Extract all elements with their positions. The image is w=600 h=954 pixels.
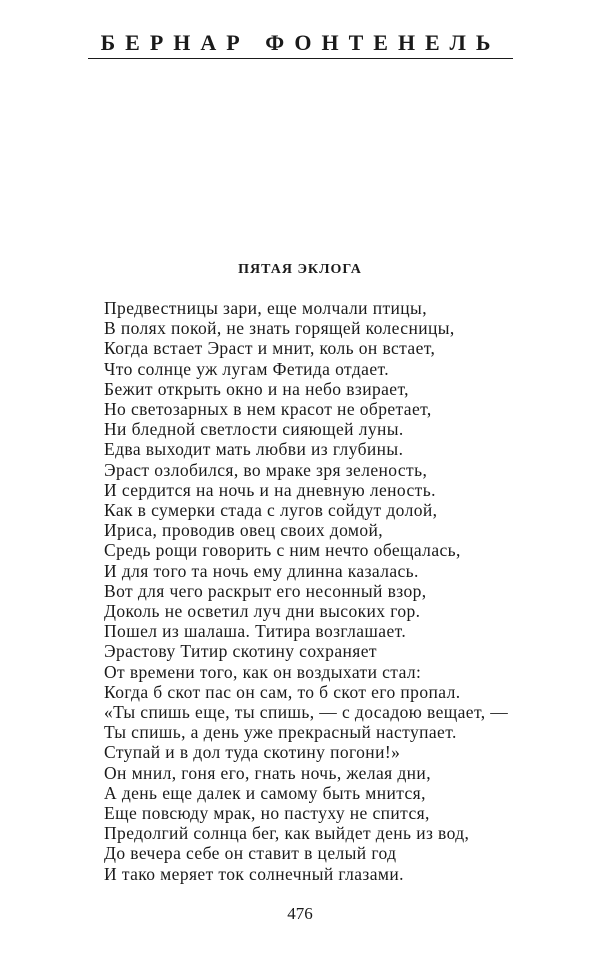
poem-line: Предолгий солнца бег, как выйдет день из вод,: [104, 823, 470, 844]
poem-line: Эрастову Титир скотину сохраняет: [104, 641, 377, 662]
poem-line: А день еще далек и самому быть мнится,: [104, 782, 426, 803]
poem-line: Эраст озлобился, во мраке зря зеленость,: [104, 459, 428, 480]
poem-line: Ступай и в дол туда скотину погони!»: [104, 742, 401, 763]
running-head-author: БЕРНАР ФОНТЕНЕЛЬ: [100, 30, 501, 55]
poem-body: [104, 298, 524, 884]
poem-line: И для того та ночь ему длинна казалась.: [104, 560, 419, 581]
poem-line: Доколь не осветил луч дни высоких гор.: [104, 601, 421, 622]
poem-line: Но светозарных в нем красот не обретает,: [104, 399, 432, 420]
poem-line: Ты спишь, а день уже прекрасный наступает.: [104, 722, 457, 743]
poem-line: Как в сумерки стада с лугов сойдут долой,: [104, 500, 438, 521]
poem-line: Ириса, проводив овец своих домой,: [104, 520, 384, 541]
poem-line: До вечера себе он ставит в целый год: [104, 843, 397, 864]
poem-line: Средь рощи говорить с ним нечто обещалась,: [104, 540, 461, 561]
poem-line: Вот для чего раскрыт его несонный взор,: [104, 580, 427, 601]
poem-title: ПЯТАЯ ЭКЛОГА: [238, 262, 362, 277]
poem-line: Что солнце уж лугам Фетида отдает.: [104, 358, 390, 379]
poem-line: Едва выходит мать любви из глубины.: [104, 439, 404, 460]
page-number: 476: [287, 904, 313, 923]
poem-line: От времени того, как он воздыхати стал:: [104, 661, 422, 682]
poem-line: В полях покой, не знать горящей колесницы,: [104, 318, 455, 339]
poem-line: И сердится на ночь и на дневную леность.: [104, 479, 436, 500]
poem-line: «Ты спишь еще, ты спишь, — с досадою вещает, —: [104, 702, 509, 723]
poem-line: Когда б скот пас он сам, то б скот его пропал.: [104, 681, 461, 702]
poem-line: Он мнил, гоня его, гнать ночь, желая дни,: [104, 762, 431, 783]
poem-line: Еще повсюду мрак, но пастуху не спится,: [104, 803, 430, 824]
poem-line: И тако меряет ток солнечный глазами.: [104, 863, 404, 884]
poem-line: Ни бледной светлости сияющей луны.: [104, 419, 404, 440]
poem-line: Бежит открыть окно и на небо взирает,: [104, 378, 409, 399]
header-rule: [88, 58, 513, 59]
poem-line: Когда встает Эраст и мнит, коль он встает,: [104, 338, 436, 359]
poem-line: Пошел из шалаша. Титира возглашает.: [104, 621, 407, 642]
poem-line: Предвестницы зари, еще молчали птицы,: [104, 298, 427, 318]
